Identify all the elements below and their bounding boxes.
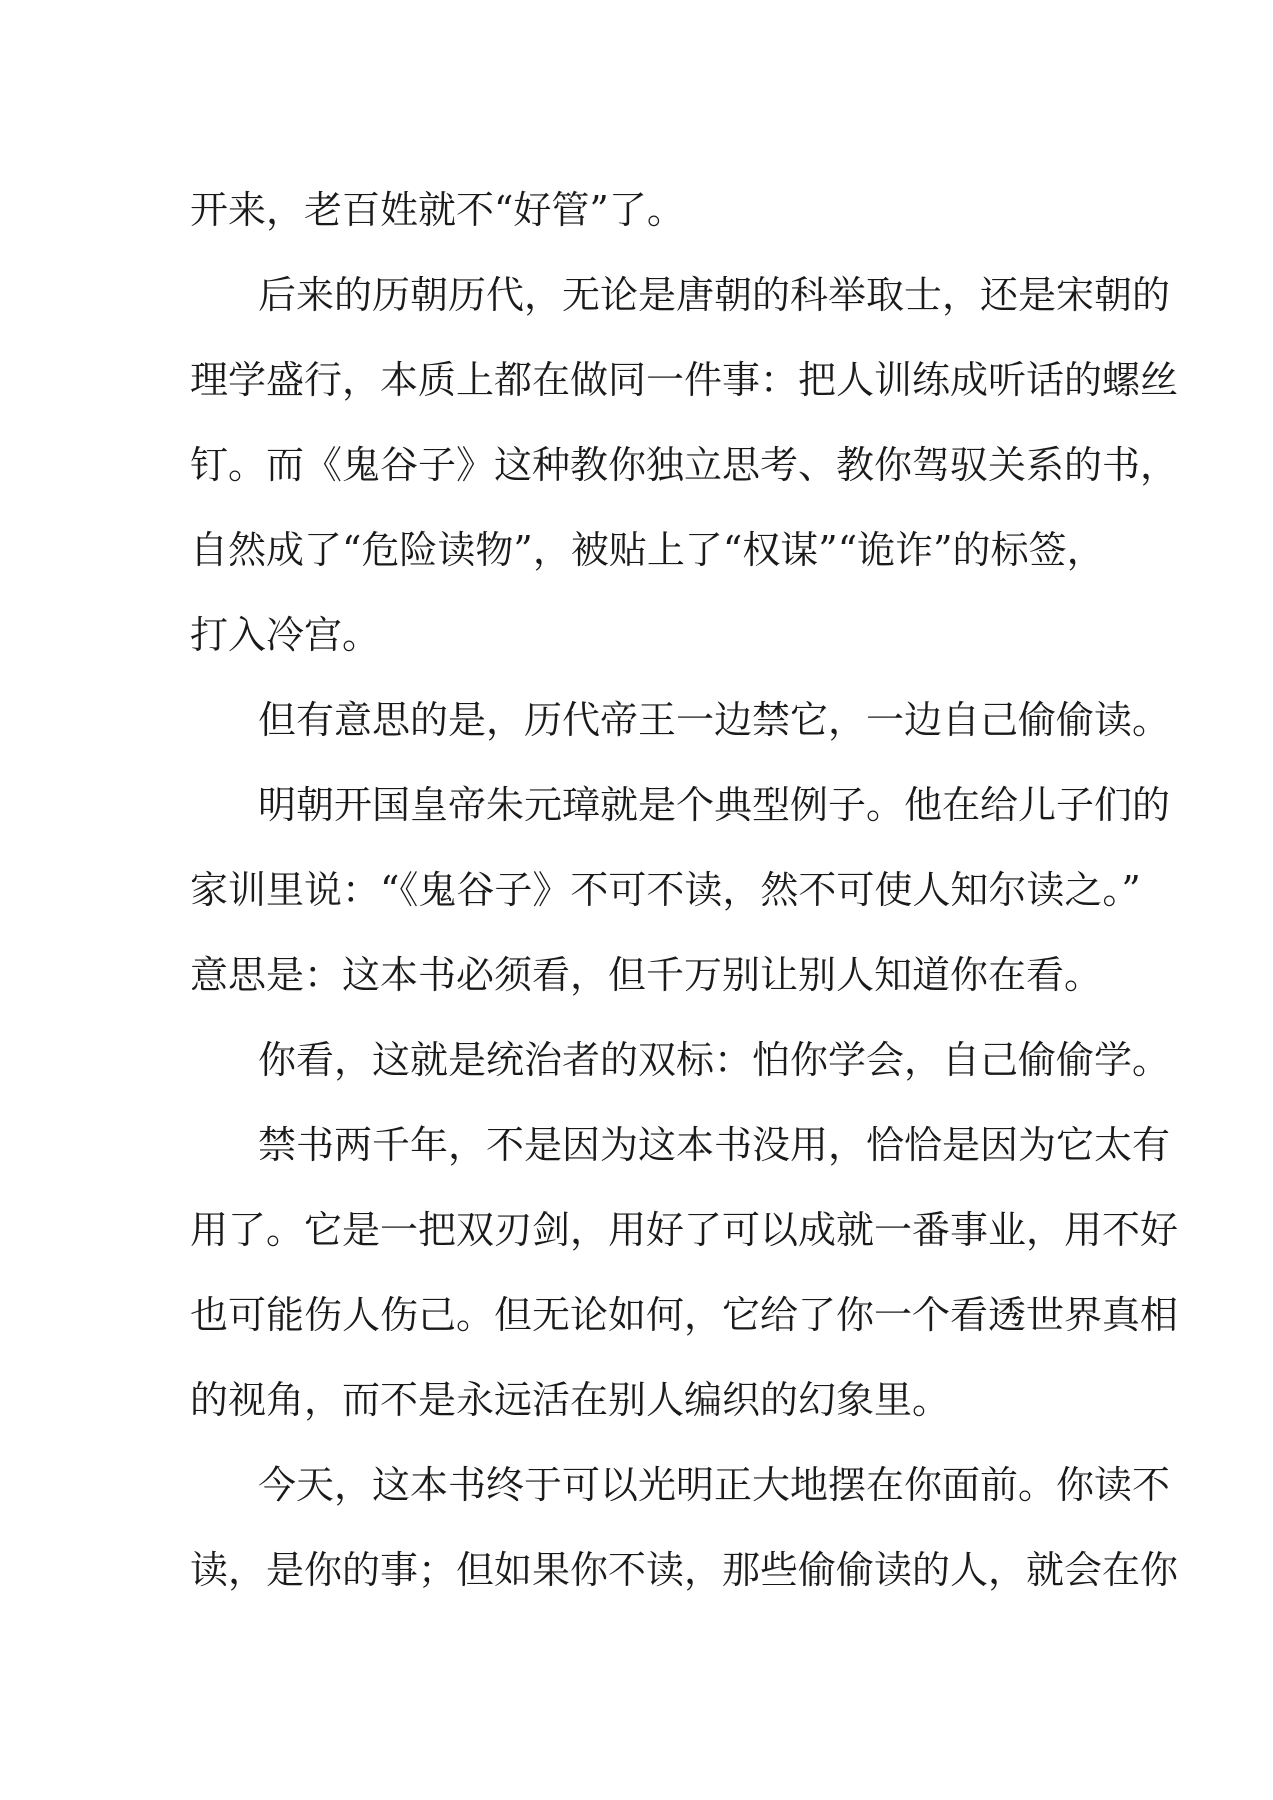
text-line: 今天，这本书终于可以光明正大地摆在你面前。你读不: [258, 1463, 1171, 1507]
text-line: 自然成了“危险读物”，被贴上了“权谋”“诡诈”的标签，: [190, 528, 1105, 572]
text-line: 明朝开国皇帝朱元璋就是个典型例子。他在给儿子们的: [258, 783, 1171, 827]
text-line: 但有意思的是，历代帝王一边禁它，一边自己偷偷读。: [258, 698, 1171, 742]
text-line: 钉。而《鬼谷子》这种教你独立思考、教你驾驭关系的书，: [190, 443, 1179, 487]
text-line: 开来，老百姓就不“好管”了。: [190, 188, 685, 232]
text-line: 理学盛行，本质上都在做同一件事：把人训练成听话的螺丝: [190, 358, 1179, 402]
text-line: 读，是你的事；但如果你不读，那些偷偷读的人，就会在你: [190, 1548, 1179, 1592]
text-line: 打入冷宫。: [190, 613, 381, 657]
text-line: 禁书两千年，不是因为这本书没用，恰恰是因为它太有: [258, 1123, 1171, 1167]
text-line: 后来的历朝历代，无论是唐朝的科举取士，还是宋朝的: [258, 273, 1171, 317]
text-line: 家训里说：“《鬼谷子》不可不读，然不可使人知尔读之。”: [190, 868, 1141, 912]
text-line: 的视角，而不是永远活在别人编织的幻象里。: [190, 1378, 951, 1422]
text-line: 你看，这就是统治者的双标：怕你学会，自己偷偷学。: [258, 1038, 1171, 1082]
body-text: [190, 168, 1179, 1613]
text-line: 用了。它是一把双刃剑，用好了可以成就一番事业，用不好: [190, 1208, 1179, 1252]
text-line: 意思是：这本书必须看，但千万别让别人知道你在看。: [190, 953, 1103, 997]
text-line: 也可能伤人伤己。但无论如何，它给了你一个看透世界真相: [190, 1293, 1179, 1337]
